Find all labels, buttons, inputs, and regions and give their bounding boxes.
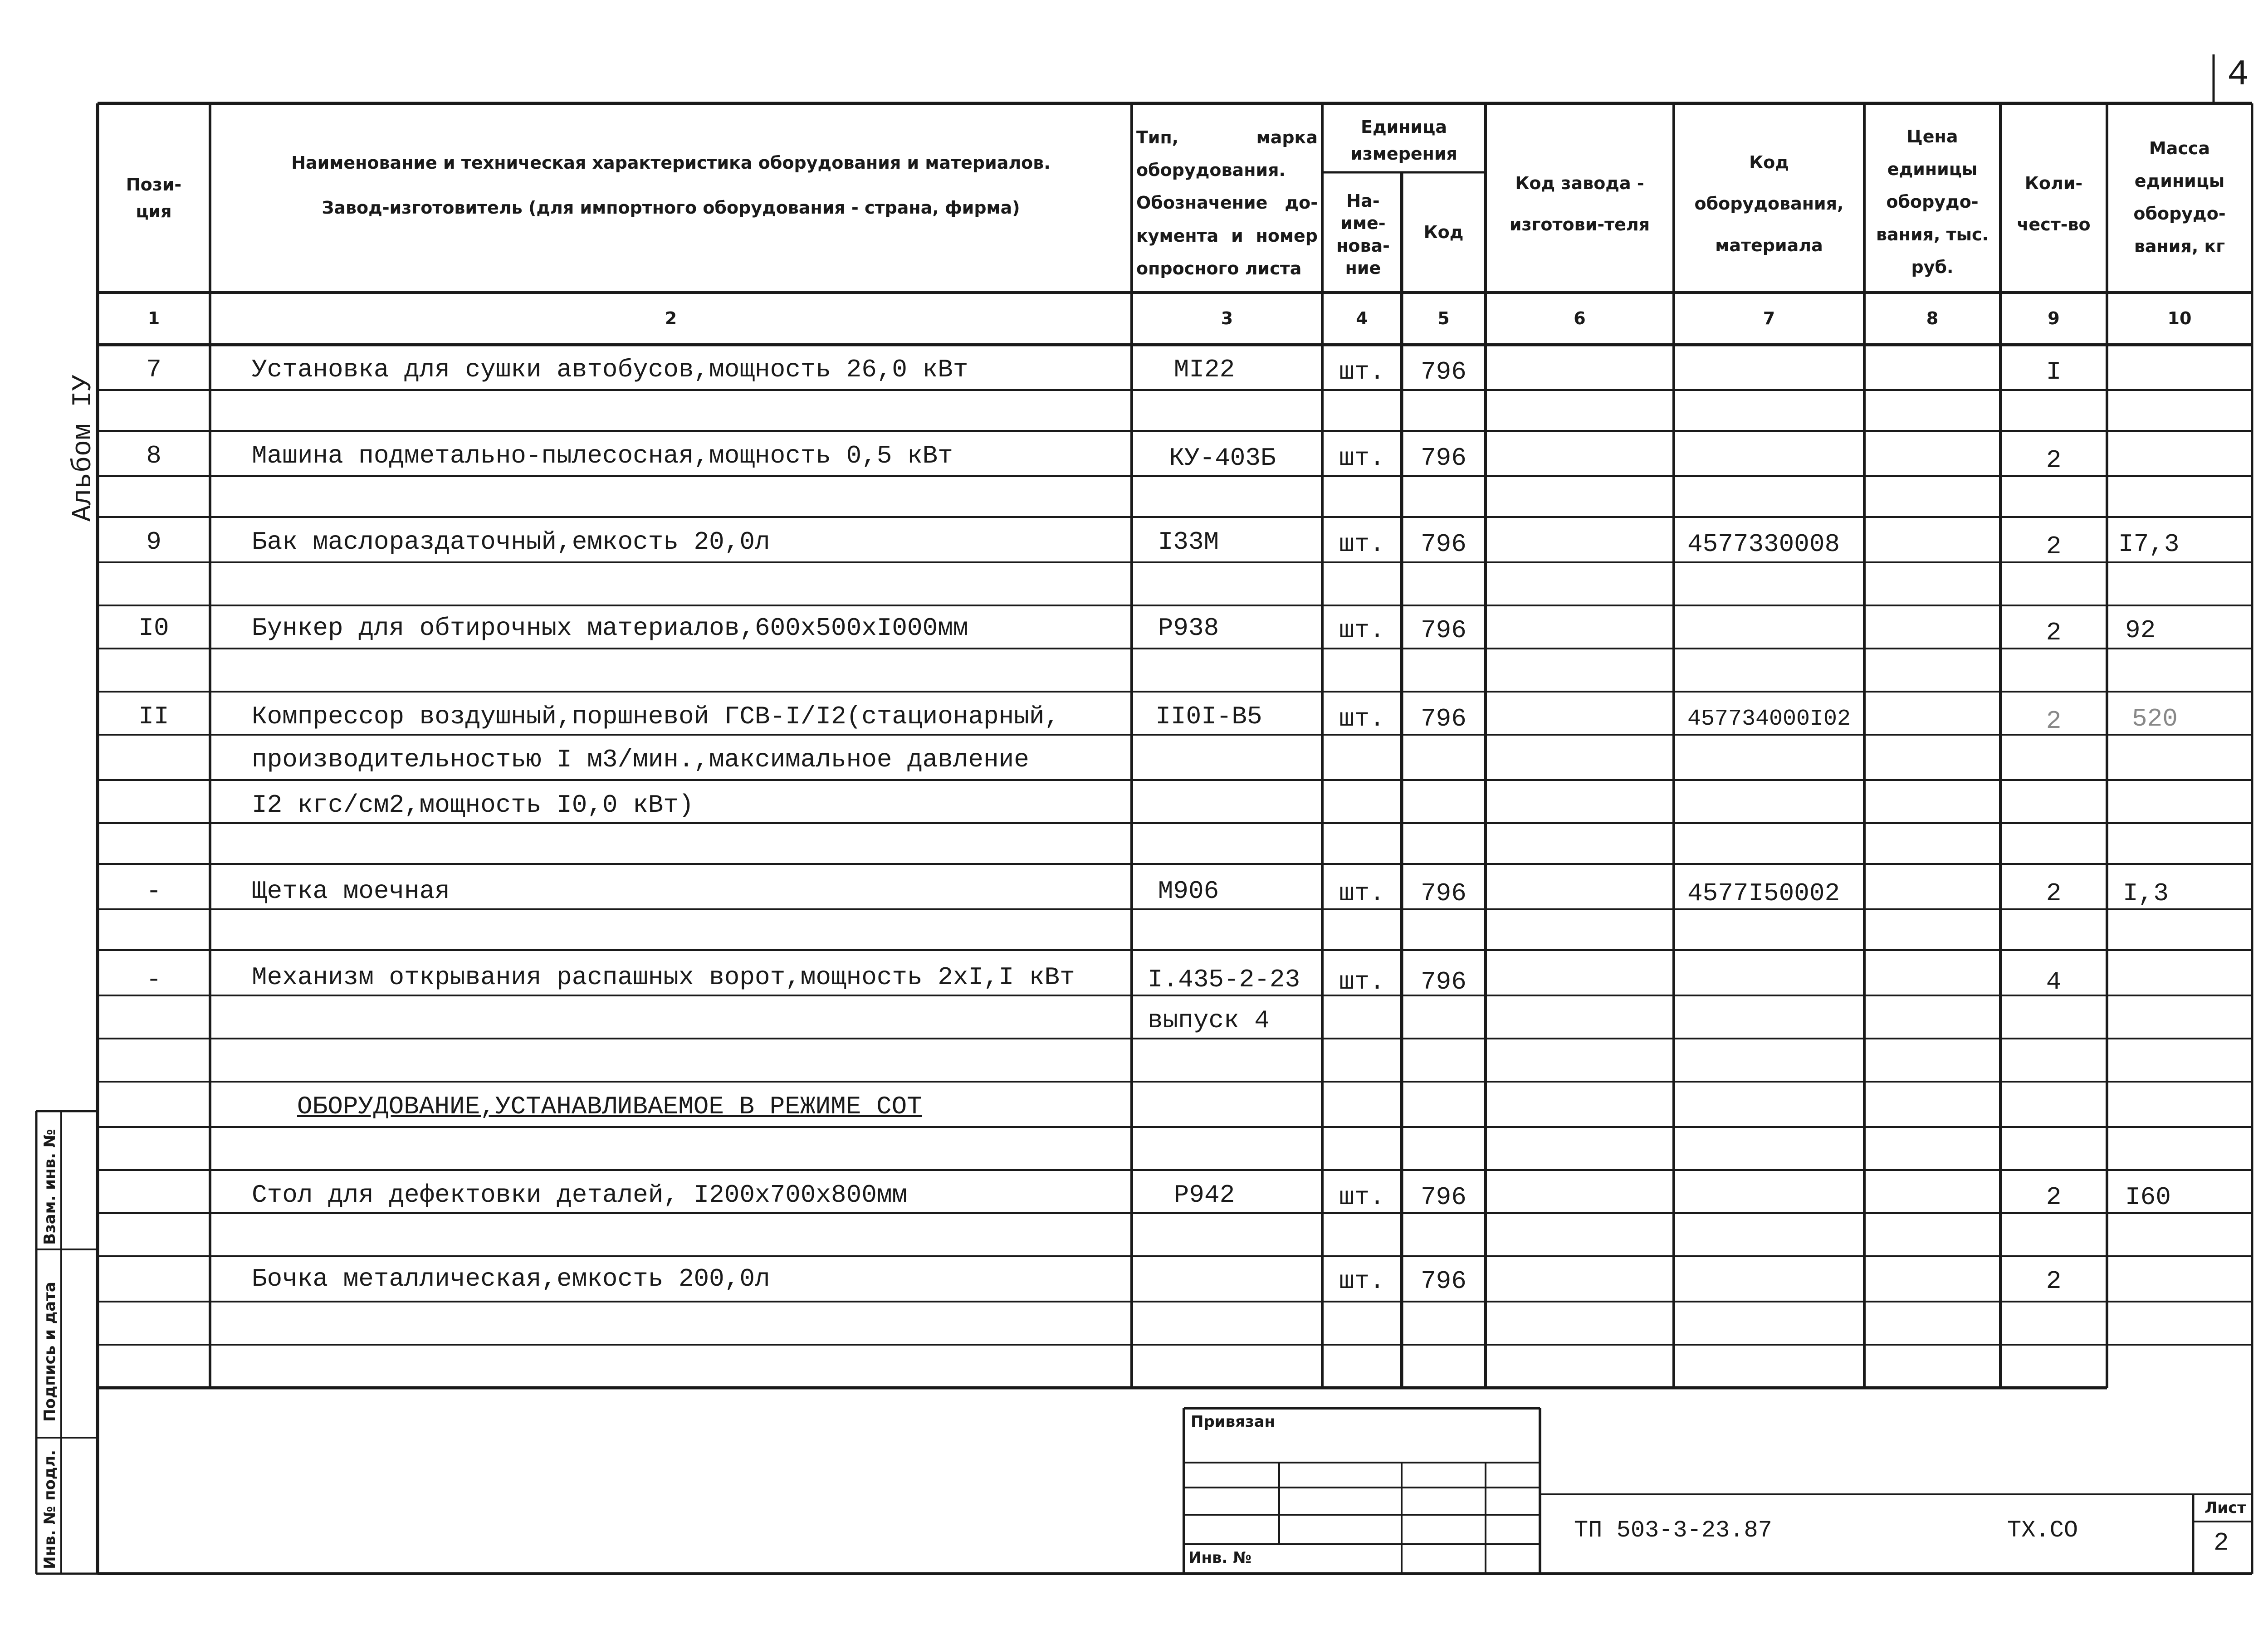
row-unit-code: 796 <box>1421 357 1466 386</box>
row-name: Стол для дефектовки деталей, I200х700х800мм <box>252 1180 908 1210</box>
header-price: Цена единицы оборудо-вания, тыс. руб. <box>1876 126 1989 278</box>
row-quantity: 2 <box>2046 707 2062 736</box>
col-num-6: 6 <box>1574 308 1586 329</box>
header-name-line1: Наименование и техническая характеристика оборудования и материалов. <box>291 153 1051 173</box>
row-unit-code: 796 <box>1421 1183 1466 1212</box>
row-equipment-code: 4577I50002 <box>1687 879 1840 908</box>
row-unit-code: 796 <box>1421 879 1466 908</box>
col-num-7: 7 <box>1763 308 1775 329</box>
row-name: Компрессор воздушный,поршневой ГСВ-I/I2(стационарный, <box>252 702 1060 731</box>
row-unit: шт. <box>1339 1267 1385 1296</box>
stamp-attached: Привязан <box>1191 1413 1276 1431</box>
row-unit-code: 796 <box>1421 616 1466 645</box>
col-num-9: 9 <box>2048 308 2060 329</box>
header-unit-code: Код <box>1423 222 1464 243</box>
row-unit-code: 796 <box>1421 967 1466 996</box>
row-unit: шт. <box>1339 616 1385 645</box>
row-mass: 520 <box>2132 704 2178 733</box>
row-unit-code: 796 <box>1421 704 1466 733</box>
row-unit-code: 796 <box>1421 444 1466 473</box>
row-name: Механизм открывания распашных ворот,мощность 2хI,I кВт <box>252 963 1075 992</box>
row-position: 8 <box>146 441 161 470</box>
header-name <box>210 150 1132 221</box>
row-unit: шт. <box>1339 357 1385 386</box>
row-unit: шт. <box>1339 879 1385 908</box>
row-name: I2 кгс/см2,мощность I0,0 кВт) <box>252 790 694 819</box>
row-unit: шт. <box>1339 444 1385 473</box>
col-num-8: 8 <box>1926 308 1939 329</box>
row-type: М906 <box>1158 877 1219 906</box>
header-unit: Единица измерения <box>1350 117 1457 164</box>
row-name: Бочка металлическая,емкость 200,0л <box>252 1264 770 1293</box>
header-factory-code: Код завода - изготови-теля <box>1509 173 1650 234</box>
doc-code: ТХ.СО <box>2007 1517 2078 1544</box>
row-unit: шт. <box>1339 704 1385 733</box>
row-type: II0I-В5 <box>1155 702 1262 731</box>
row-unit: шт. <box>1339 530 1385 559</box>
sheet-label: Лист <box>2204 1499 2246 1517</box>
stamp-inv-no: Инв. № <box>1188 1549 1252 1567</box>
row-type: МI22 <box>1173 355 1235 384</box>
row-position: I0 <box>138 614 169 643</box>
sheet-number: 2 <box>2214 1528 2229 1557</box>
row-type: I33М <box>1158 527 1219 556</box>
col-num-4: 4 <box>1356 308 1368 329</box>
row-position: II <box>138 702 169 731</box>
header-type: Тип, марка оборудования. Обозначение до-кумента и номер опросного листа <box>1136 127 1318 278</box>
row-type: Р938 <box>1158 614 1219 643</box>
doc-number: ТП 503-3-23.87 <box>1574 1517 1772 1544</box>
row-unit-code: 796 <box>1421 530 1466 559</box>
row-position: 7 <box>146 355 161 384</box>
row-name: Бак маслораздаточный,емкость 20,0л <box>252 527 770 556</box>
row-name: Установка для сушки автобусов,мощность 26,0 кВт <box>252 355 968 384</box>
row-type: I.435-2-23 <box>1148 965 1300 994</box>
col-num-5: 5 <box>1437 308 1450 329</box>
row-mass: I60 <box>2125 1183 2171 1212</box>
col-num-3: 3 <box>1221 308 1233 329</box>
row-mass: I7,3 <box>2118 530 2180 559</box>
row-quantity: 2 <box>2046 446 2062 475</box>
col-num-10: 10 <box>2167 308 2192 329</box>
row-type: Р942 <box>1173 1180 1235 1210</box>
header-name-line2: Завод-изготовитель (для импортного оборудования - страна, фирма) <box>322 197 1020 218</box>
row-equipment-code: 457734000I02 <box>1687 706 1851 732</box>
row-unit-code: 796 <box>1421 1267 1466 1296</box>
row-quantity: 2 <box>2046 1183 2062 1212</box>
header-mass: Масса единицы оборудо-вания, кг <box>2133 138 2226 257</box>
row-quantity: I <box>2046 357 2062 386</box>
row-quantity: 2 <box>2046 532 2062 561</box>
header-quantity: Коли-чест-во <box>2017 173 2091 234</box>
row-type: КУ-403Б <box>1169 444 1276 473</box>
album-label: Альбом IУ <box>68 374 99 522</box>
row-mass: 92 <box>2125 616 2156 645</box>
col-num-1: 1 <box>147 308 160 329</box>
row-unit: шт. <box>1339 1183 1385 1212</box>
row-position: - <box>146 877 161 906</box>
header-unit-name: На-име-нова-ние <box>1336 190 1390 278</box>
side-field-signature-date: Подпись и дата <box>41 1282 59 1422</box>
row-type: выпуск 4 <box>1148 1006 1270 1035</box>
page-number: 4 <box>2227 54 2249 96</box>
side-field-inv-podl: Инв. № подл. <box>41 1449 59 1569</box>
row-quantity: 2 <box>2046 1267 2062 1296</box>
row-quantity: 2 <box>2046 879 2062 908</box>
row-name: Бункер для обтирочных материалов,600х500хI000мм <box>252 614 968 643</box>
header-position: Пози- ция <box>126 174 182 221</box>
row-name: Щетка моечная <box>252 877 450 906</box>
row-name: производительностью I м3/мин.,максимальное давление <box>252 745 1029 774</box>
row-mass: I,3 <box>2123 879 2169 908</box>
row-equipment-code: 4577330008 <box>1687 530 1840 559</box>
side-field-vzam-inv: Взам. инв. № <box>41 1129 59 1245</box>
col-num-2: 2 <box>665 308 677 329</box>
row-position: - <box>146 965 161 994</box>
row-unit: шт. <box>1339 967 1385 996</box>
row-position: 9 <box>146 527 161 556</box>
row-quantity: 4 <box>2046 967 2062 996</box>
section-heading: ОБОРУДОВАНИЕ,УСТАНАВЛИВАЕМОЕ В РЕЖИМЕ СОТ <box>297 1092 922 1121</box>
row-quantity: 2 <box>2046 618 2062 647</box>
row-name: Машина подметально-пылесосная,мощность 0,5 кВт <box>252 441 953 470</box>
header-equipment-code: Код оборудования, материала <box>1694 152 1844 255</box>
